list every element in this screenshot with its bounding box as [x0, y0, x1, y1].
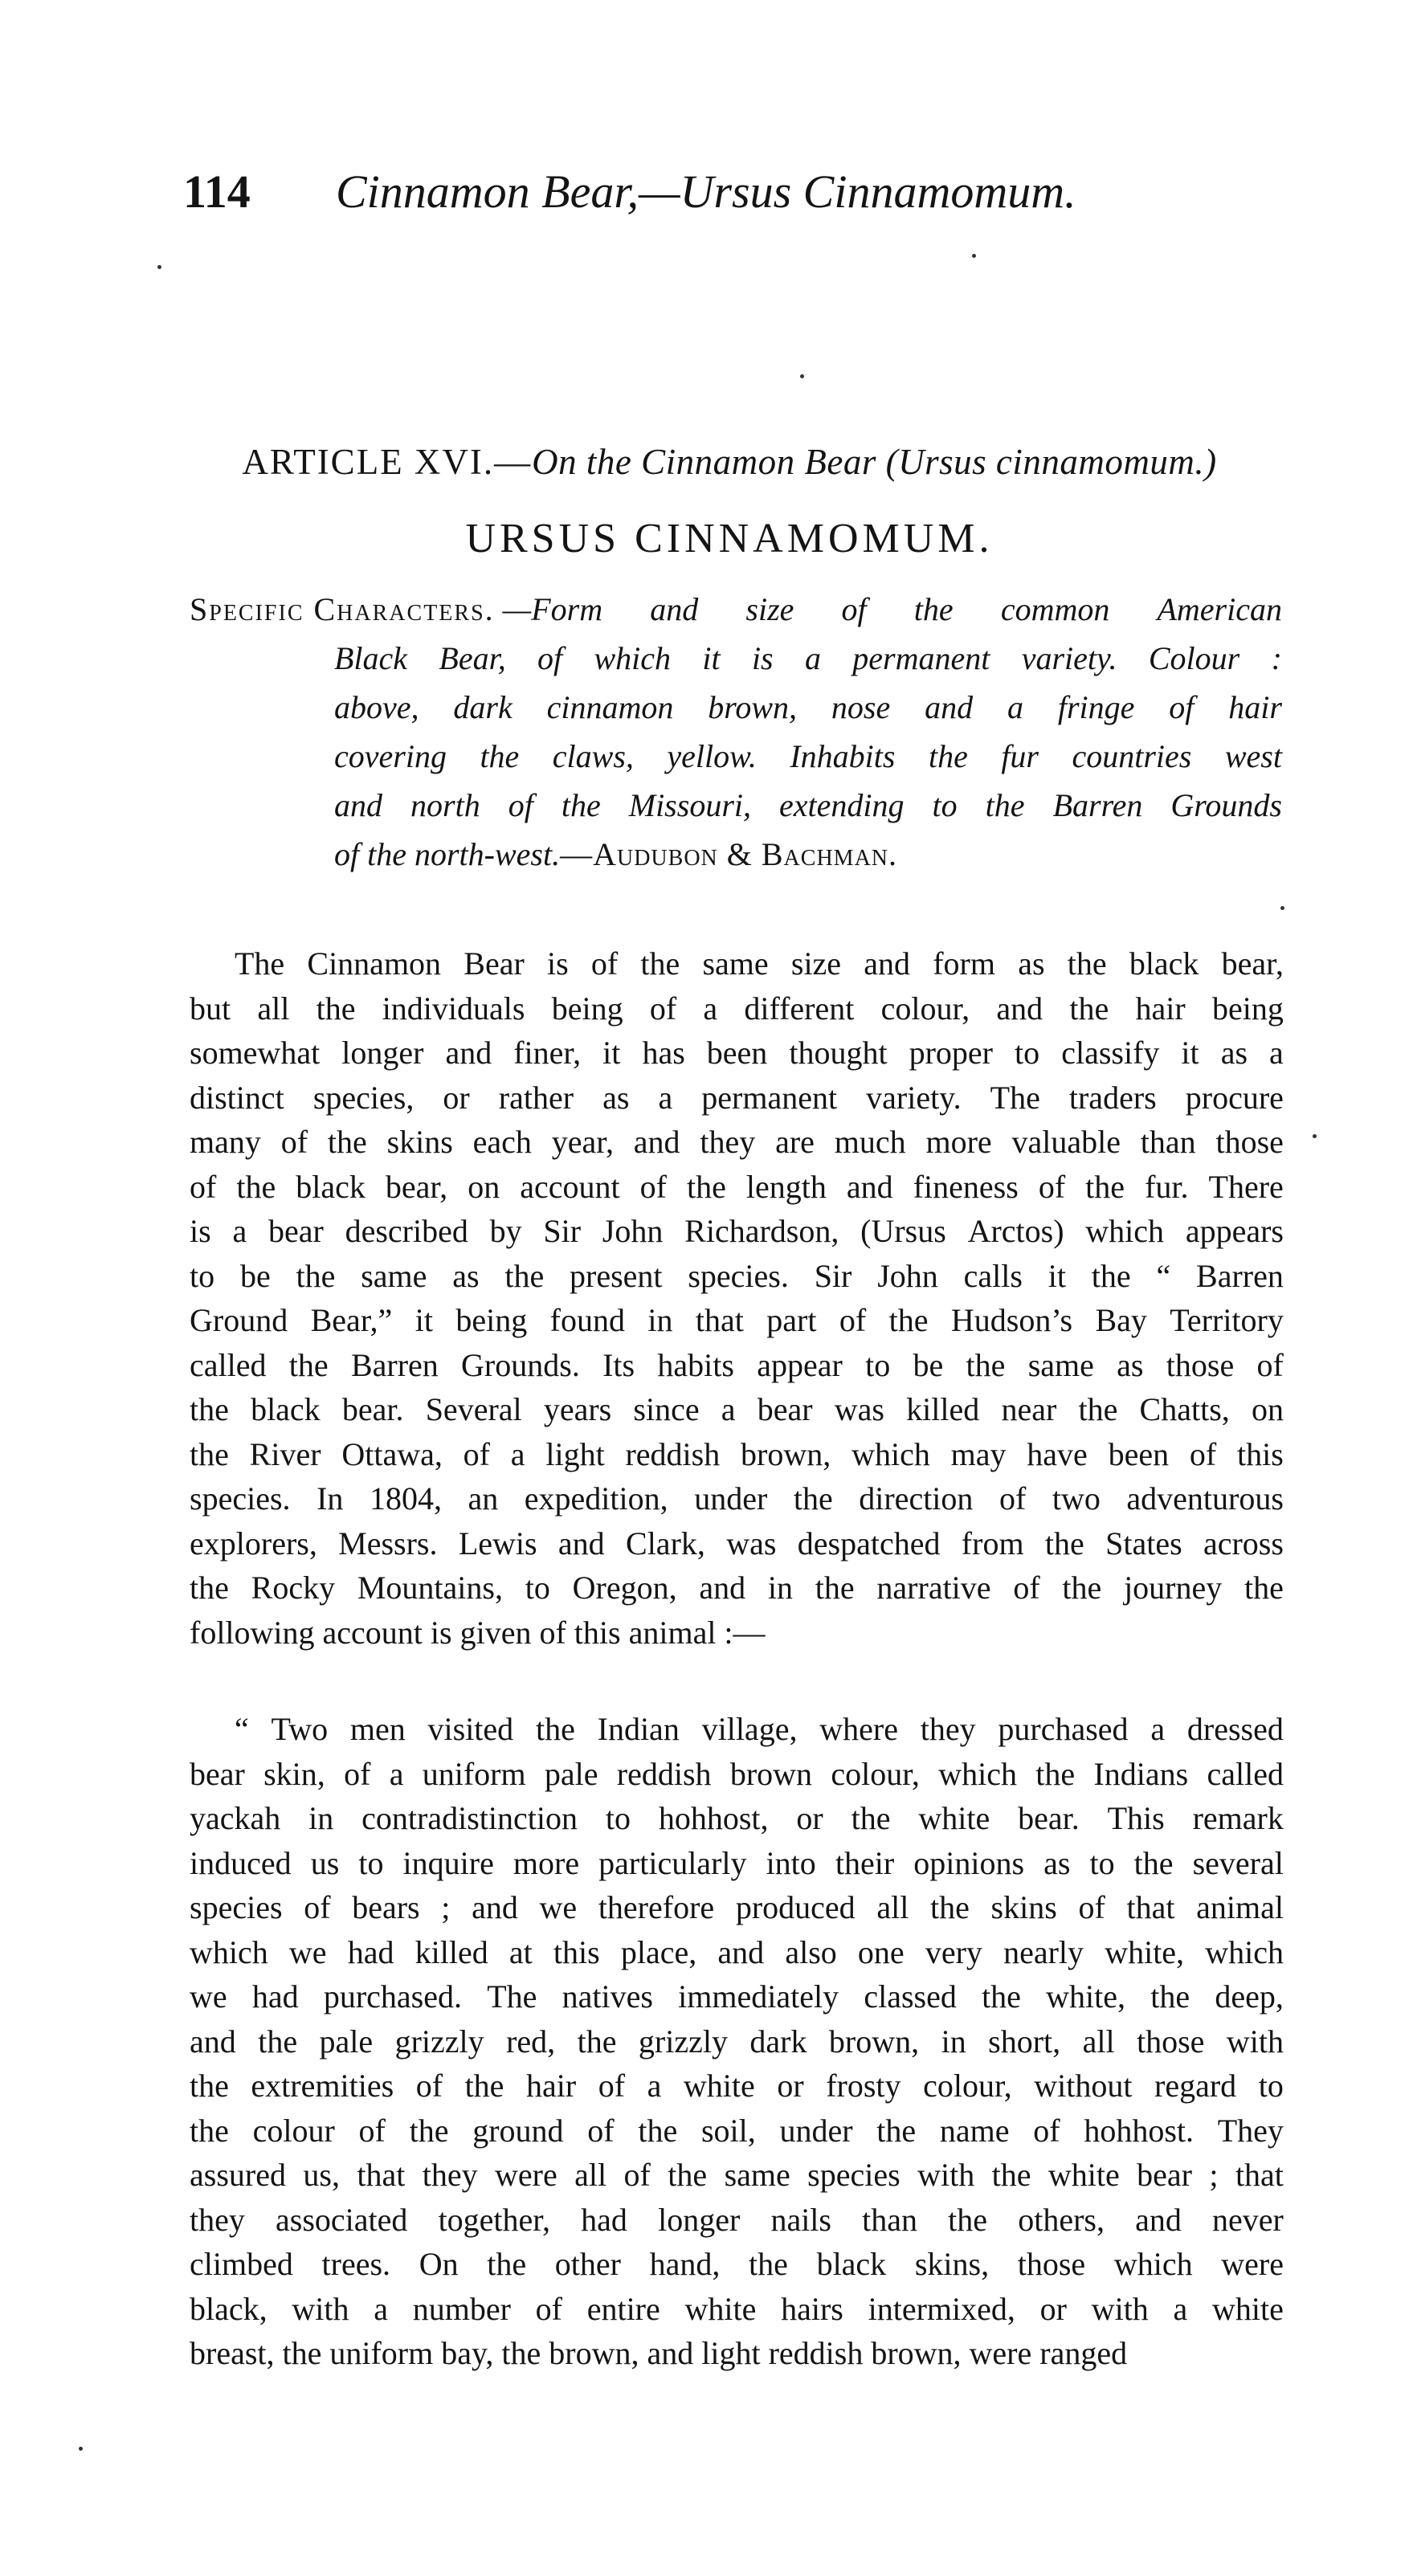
text-line: but all the individuals being of a different colour, and the hair being: [190, 990, 1284, 1027]
text-line: somewhat longer and finer, it has been thought proper to classify it as a: [190, 1035, 1284, 1071]
text-line: distinct species, or rather as a permanent variety. The traders procure: [190, 1079, 1284, 1116]
characters-line: and north of the Missouri, extending to the Barren Grounds: [334, 787, 1282, 823]
article-number: ARTICLE XVI.—: [242, 442, 533, 482]
text-line: “ Two men visited the Indian village, where they purchased a dressed: [235, 1711, 1284, 1747]
text-line: which we had killed at this place, and also one very nearly white, which: [190, 1933, 1284, 1970]
text-line: The Cinnamon Bear is of the same size and form as the black bear,: [235, 945, 1284, 982]
text-line: to be the same as the present species. Sir John calls it the “ Barren: [190, 1257, 1284, 1294]
ink-speck: [972, 254, 976, 258]
text-line: induced us to inquire more particularly into their opinions as to the several: [190, 1844, 1284, 1881]
text-line: they associated together, had longer nails than the others, and never: [190, 2201, 1284, 2238]
text-line: Ground Bear,” it being found in that part of the Hudson’s Bay Territory: [190, 1302, 1284, 1338]
ink-speck: [800, 374, 804, 378]
text-line: the Rocky Mountains, to Oregon, and in the narrative of the journey the: [190, 1570, 1284, 1606]
ink-speck: [1280, 906, 1284, 910]
text-line: bear skin, of a uniform pale reddish brown colour, which the Indians called: [190, 1755, 1284, 1792]
article-title: On the Cinnamon Bear (Ursus cinnamomum.): [532, 442, 1217, 482]
text-line: the black bear. Several years since a bear was killed near the Chatts, on: [190, 1391, 1284, 1427]
ink-speck: [1313, 1134, 1317, 1138]
page-number: 114: [183, 165, 251, 218]
ink-speck: [157, 265, 161, 269]
characters-line: of the north-west. —Audubon & Bachman.: [190, 830, 1282, 879]
text-line: breast, the uniform bay, the brown, and light reddish brown, were ranged: [190, 2335, 1128, 2371]
text-line: species. In 1804, an expedition, under the direction of two adventurous: [190, 1480, 1284, 1517]
text-line: assured us, that they were all of the same species with the white bear ; that: [190, 2157, 1284, 2193]
text-line: the colour of the ground of the soil, under the name of hohhost. They: [190, 2112, 1284, 2149]
text-line: called the Barren Grounds. Its habits appear to be the same as those of: [190, 1346, 1284, 1383]
paragraph-2: [190, 1707, 1284, 2376]
text-line: we had purchased. The natives immediately classed the white, the deep,: [190, 1978, 1284, 2015]
characters-line: Specific Characters. —Form and size of the common American: [190, 585, 1282, 634]
text-line: following account is given of this animal :—: [190, 1614, 766, 1651]
text-line: species of bears ; and we therefore produced all the skins of that animal: [190, 1889, 1284, 1925]
characters-signature: —Audubon & Bachman.: [560, 836, 898, 872]
text-line: of the black bear, on account of the length and fineness of the fur. There: [190, 1168, 1284, 1205]
article-heading: [183, 440, 1276, 484]
specific-characters: [190, 585, 1282, 879]
species-title: URSUS CINNAMOMUM.: [465, 516, 994, 561]
text-line: many of the skins each year, and they are much more valuable than those: [190, 1124, 1284, 1160]
characters-line: Black Bear, of which it is a permanent variety. Colour :: [334, 640, 1282, 676]
text-line: the River Ottawa, of a light reddish brown, which may have been of this: [190, 1435, 1284, 1472]
characters-line: above, dark cinnamon brown, nose and a fringe of hair: [334, 689, 1282, 725]
text-line: and the pale grizzly red, the grizzly dark brown, in short, all those with: [190, 2023, 1284, 2060]
text-line: is a bear described by Sir John Richardson, (Ursus Arctos) which appears: [190, 1213, 1284, 1249]
running-head: [183, 165, 1308, 218]
ink-speck: [79, 2447, 83, 2451]
paragraph-1: [190, 941, 1284, 1655]
running-title: Cinnamon Bear,—Ursus Cinnamomum.: [336, 165, 1076, 218]
text-line: the extremities of the hair of a white or frosty colour, without regard to: [190, 2068, 1284, 2104]
characters-label: Specific Characters.: [190, 591, 495, 627]
characters-line: covering the claws, yellow. Inhabits the fur countries west: [334, 738, 1282, 774]
text-line: explorers, Messrs. Lewis and Clark, was despatched from the States across: [190, 1525, 1284, 1562]
text-line: yackah in contradistinction to hohhost, or the white bear. This remark: [190, 1800, 1284, 1836]
text-line: black, with a number of entire white hairs intermixed, or with a white: [190, 2290, 1284, 2327]
text-line: climbed trees. On the other hand, the black skins, those which were: [190, 2246, 1284, 2282]
